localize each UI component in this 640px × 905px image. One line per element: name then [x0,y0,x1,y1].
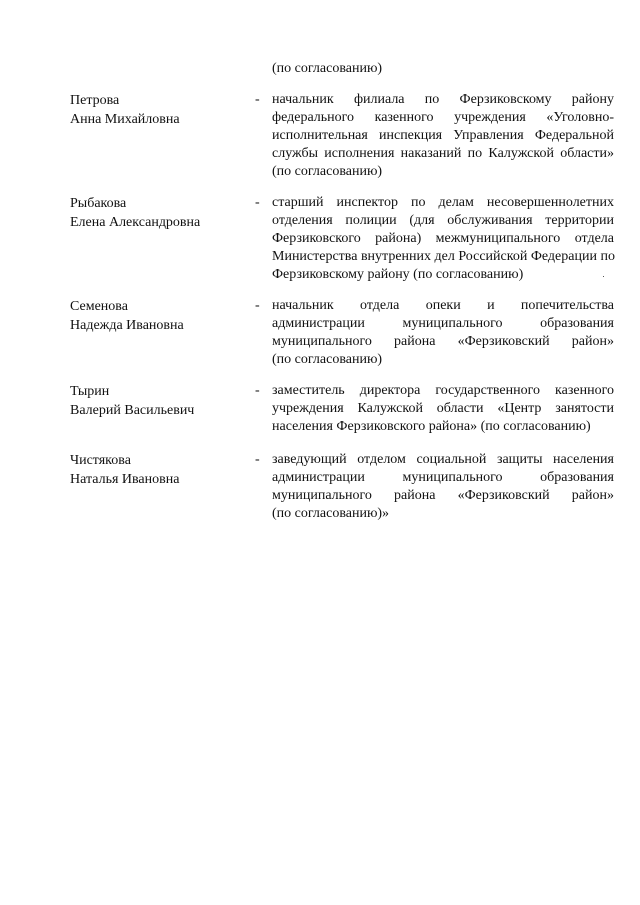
position-line: службы исполнения наказаний по Калужской области» [272,146,614,161]
member-surname: Тырин [70,384,110,399]
separator-dash: - [255,298,260,313]
position-line: Ферзиковскому району (по согласованию) [272,267,524,282]
member-name [70,382,240,420]
member-given-names: Анна Михайловна [70,112,180,127]
position-line: (по согласованию)» [272,506,390,521]
member-position [272,382,614,436]
position-line: отделения полиции (для обслуживания территории [272,213,614,228]
member-position [272,91,614,181]
member-surname: Чистякова [70,453,131,468]
member-name [70,194,240,232]
position-line: начальник филиала по Ферзиковскому району [272,92,614,107]
position-line: начальник отдела опеки и попечительства [272,298,614,313]
position-line: федерального казенного учреждения «Уголовно- [272,110,614,125]
member-position [272,297,614,369]
position-line: учреждения Калужской области «Центр занятости [272,401,614,416]
member-surname: Рыбакова [70,196,127,211]
separator-dash: - [255,195,260,210]
member-given-names: Валерий Васильевич [70,403,195,418]
position-line: (по согласованию) [272,352,383,367]
position-line: исполнительная инспекция Управления Федеральной [272,128,614,143]
position-line: администрации муниципального образования [272,316,614,331]
member-given-names: Елена Александровна [70,215,201,230]
scan-speck [603,276,604,277]
position-line: Ферзиковского района) межмуниципального отдела [272,231,614,246]
member-name [70,451,240,489]
position-line: заместитель директора государственного казенного [272,383,614,398]
position-line: муниципального района «Ферзиковский район» [272,488,614,503]
position-line: заведующий отделом социальной защиты населения [272,452,614,467]
member-surname: Петрова [70,93,120,108]
member-position [272,194,614,284]
member-given-names: Надежда Ивановна [70,318,184,333]
separator-dash: - [255,383,260,398]
position-line: администрации муниципального образования [272,470,614,485]
position-line: (по согласованию) [272,164,383,179]
member-name [70,297,240,335]
separator-dash: - [255,92,260,107]
position-line: Министерства внутренних дел Российской Федерации по [272,249,615,264]
member-name [70,91,240,129]
continuation-note: (по согласованию) [272,61,383,76]
member-surname: Семенова [70,299,128,314]
member-position [272,451,614,523]
position-line: старший инспектор по делам несовершеннолетних [272,195,614,210]
position-line: населения Ферзиковского района» (по согласованию) [272,419,591,434]
separator-dash: - [255,452,260,467]
position-line: муниципального района «Ферзиковский район» [272,334,614,349]
member-given-names: Наталья Ивановна [70,472,180,487]
